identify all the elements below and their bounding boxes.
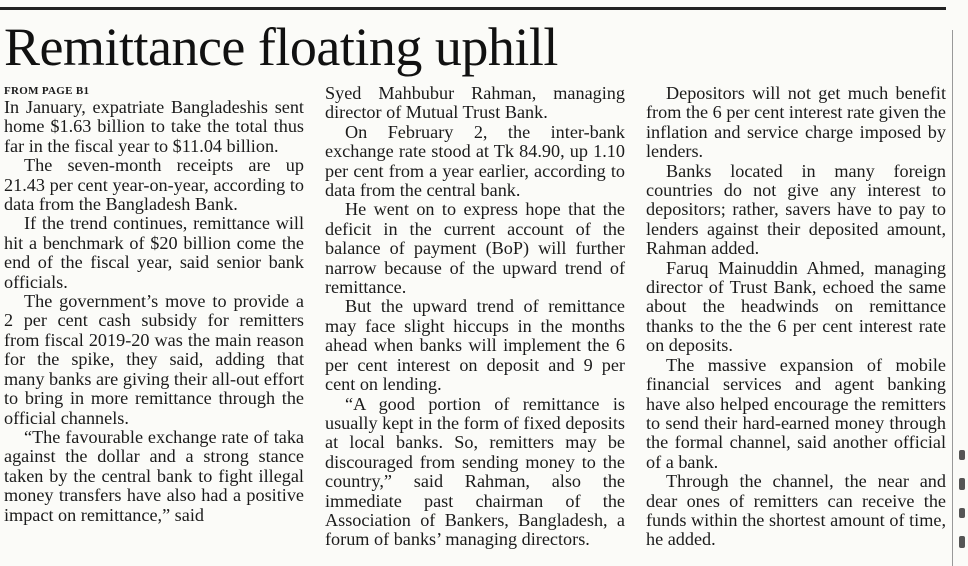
article-column-3 xyxy=(646,84,946,550)
paragraph: “A good portion of remittance is usually kept in the form of fixed deposits at local banks. So, remitters may be discouraged from sending money to the country,” said Rahman, also the immediate past chairman of the Association of Bankers, Bangladesh, a forum of banks’ managing directors. xyxy=(325,393,625,550)
paragraph: The massive expansion of mobile financial services and agent banking have also helped encourage the remitters to send their hard-earned money through the formal channel, said another official of a bank. xyxy=(646,354,946,472)
paragraph: But the upward trend of remittance may face slight hiccups in the months ahead when banks will implement the 6 per cent interest on deposit and 9 per cent on lending. xyxy=(325,296,625,395)
paragraph: Banks located in many foreign countries do not give any interest to depositors; rather, savers have to pay to lenders against their deposited amount, Rahman added. xyxy=(646,160,946,259)
paragraph: In January, expatriate Bangladeshis sent home $1.63 billion to take the total thus far in the fiscal year to $11.04 billion. xyxy=(4,97,304,156)
adjacent-article-edge xyxy=(952,30,968,566)
headline: Remittance floating uphill xyxy=(4,17,558,77)
paragraph: The seven-month receipts are up 21.43 per cent year-on-year, according to data from the Bangladesh Bank. xyxy=(4,155,304,215)
top-rule xyxy=(0,7,946,10)
paragraph: Depositors will not get much benefit from the 6 per cent interest rate given the inflation and service charge imposed by lenders. xyxy=(646,83,946,162)
paragraph: He went on to express hope that the deficit in the current account of the balance of payment (BoP) will further narrow because of the upward trend of remittance. xyxy=(325,199,625,298)
paragraph: If the trend continues, remittance will hit a benchmark of $20 billion come the end of the fiscal year, said senior bank officials. xyxy=(4,213,304,292)
paragraph: The government’s move to provide a 2 per cent cash subsidy for remitters from fiscal 2019-20 was the main reason for the spike, they said, adding that many banks are giving their all-out effort to bring in more remittance through the official channels. xyxy=(4,291,304,428)
paragraph: “The favourable exchange rate of taka against the dollar and a strong stance taken by the central bank to fight illegal money transfers have also had a positive impact on remittance,” said xyxy=(4,426,304,525)
paragraph: Through the channel, the near and dear ones of remitters can receive the funds within the shortest amount of time, he added. xyxy=(646,471,946,550)
paragraph: Syed Mahbubur Rahman, managing director of Mutual Trust Bank. xyxy=(325,83,625,123)
paragraph: On February 2, the inter-bank exchange rate stood at Tk 84.90, up 1.10 per cent from a year earlier, according to data from the central bank. xyxy=(325,121,625,201)
paragraph: Faruq Mainuddin Ahmed, managing director of Trust Bank, echoed the same about the headwinds on remittance thanks to the the 6 per cent interest rate on deposits. xyxy=(646,257,946,356)
continuation-kicker: FROM PAGE B1 xyxy=(4,85,90,97)
article-column-2 xyxy=(325,84,625,550)
article-column-1 xyxy=(4,84,304,525)
